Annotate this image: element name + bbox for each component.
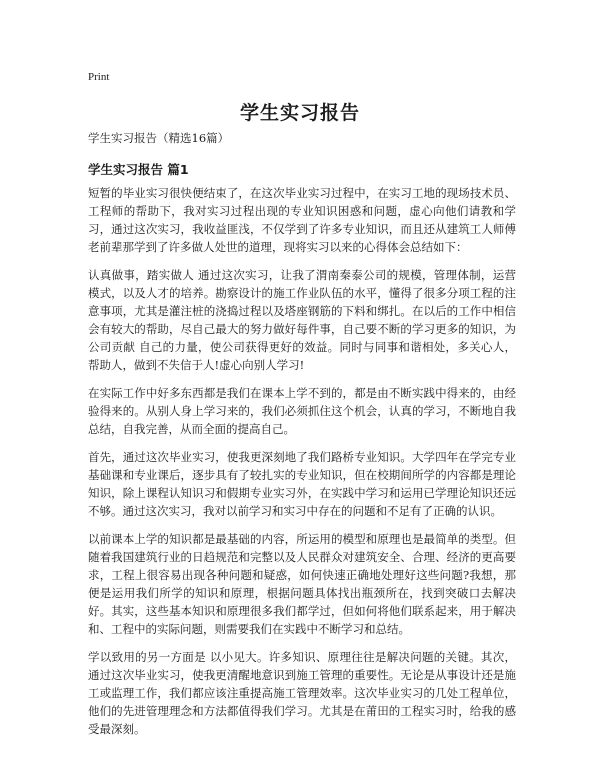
paragraph: 以前课本上学的知识都是最基础的内容，所运用的模型和原理也是最简单的类型。但随着我国建筑行业的日趋规范和完整以及人民群众对建筑安全、合理、经济的更高要求，工程上很容易出现各种问题和疑惑，如何快速正确地处理好这些问题?我想，那便是运用我们所学的知识和原理，根据问题具体找出瓶颈所在，找到突破口去解决好。其实，这些基本知识和原理很多我们都学过，但如何将他们联系起来，用于解决和、工程中的实际问题，则需要我们在实践中不断学习和总结。 bbox=[88, 532, 516, 636]
paragraph: 在实际工作中好多东西都是我们在课本上学不到的，都是由不断实践中得来的，由经验得来的。从别人身上学习来的，我们必须抓住这个机会，认真的学习，不断地自我总结，自我完善，从而全面的提高自己。 bbox=[88, 386, 516, 436]
document-title: 学生实习报告 bbox=[239, 102, 360, 124]
document-body bbox=[88, 184, 516, 748]
paragraph: 首先，通过这次毕业实习，使我更深刻地了我们路桥专业知识。大学四年在学完专业基础课和专业课后，逐步具有了较扎实的专业知识，但在校期间所学的内容都是理论知识，除上课程认知识习和假期专业实习外，在实践中学习和运用已学理论知识还远不够。通过这次实习，我对以前学习和实习中存在的问题和不足有了正确的认识。 bbox=[88, 450, 516, 518]
paragraph: 短暂的毕业实习很快便结束了，在这次毕业实习过程中，在实习工地的现场技术员、工程师的帮助下，我对实习过程出现的专业知识困惑和问题，虚心向他们请教和学习，通过这次实习，我收益匪浅，不仅学到了许多专业知识，而且还从建筑工人师傅老前辈那学到了许多做人处世的道理，现将实习以来的心得体会总结如下： bbox=[88, 186, 516, 254]
paragraph: 认真做事，踏实做人 通过这次实习，让我了渭南秦泰公司的规模，管理体制，运营模式，以及人才的培养。勘察设计的施工作业队伍的水平，懂得了很多分项工程的注意事项，尤其是灌注桩的浇捣过程以及塔座钢筋的下料和绑扎。在以后的工作中相信会有较大的帮助，尽自己最大的努力做好每件事，自己要不断的学习更多的知识，为公司贡献 自己的力量，使公司获得更好的效益。同时与同事和谐相处，多关心人，帮助人，做到不失信于人!虚心向别人学习! bbox=[88, 268, 516, 372]
paragraph: 学以致用的另一方面是 以小见大。许多知识、原理往往是解决问题的关键。其次，通过这次毕业实习，使我更清醒地意识到施工管理的重要性。无论是从事设计还是施工或监理工作，我们都应该注重提高施工管理效率。这次毕业实习的几处工程单位，他们的先进管理理念和方法都值得我们学习。尤其是在莆田的工程实习时，给我的感受最深刻。 bbox=[88, 650, 516, 736]
section-heading: 学生实习报告 篇1 bbox=[88, 162, 189, 177]
document-subtitle: 学生实习报告（精选16篇） bbox=[88, 131, 230, 145]
print-link[interactable]: Print bbox=[88, 71, 110, 83]
